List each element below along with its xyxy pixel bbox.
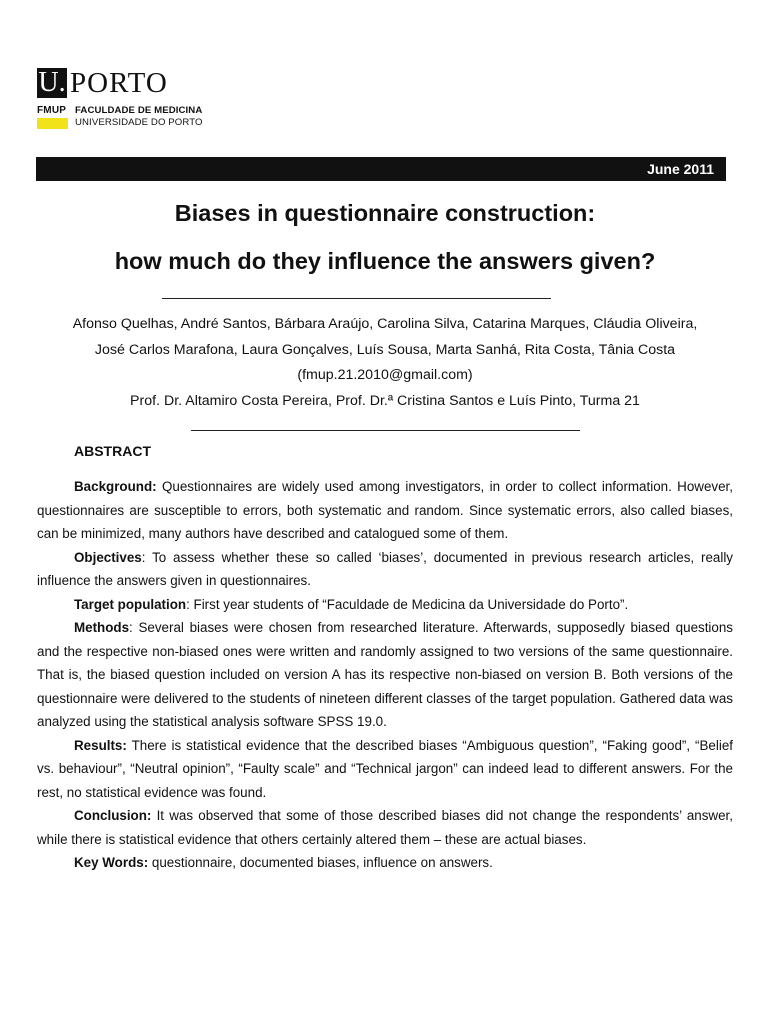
abstract-background	[37, 475, 733, 546]
authors-line-2: José Carlos Marafona, Laura Gonçalves, Luís Sousa, Marta Sanhá, Rita Costa, Tânia Costa	[94, 342, 676, 358]
fmup-label: FMUP	[37, 105, 70, 117]
divider-top	[162, 298, 551, 299]
faculty-line-2: UNIVERSIDADE DO PORTO	[75, 117, 203, 128]
section-text: questionnaire, documented biases, influence on answers.	[148, 855, 493, 870]
authors-line-1: Afonso Quelhas, André Santos, Bárbara Araújo, Carolina Silva, Catarina Marques, Cláudia Oliveira,	[72, 316, 698, 332]
title-line-2: how much do they influence the answers given?	[114, 248, 656, 274]
section-text: It was observed that some of those described biases did not change the respondents’ answer, while there is statistical evidence that others certainly altered them – these are actual biases.	[37, 808, 733, 847]
section-text: There is statistical evidence that the described biases “Ambiguous question”, “Faking good”, “Belief vs. behaviour”, “Neutral opinion”, “Faulty scale” and “Technical jargon” can indeed lead to different answers. For the rest, no statistical evidence was found.	[37, 737, 733, 800]
section-label: Methods	[74, 620, 130, 635]
section-text: Questionnaires are widely used among investigators, in order to collect information. However, questionnaires are susceptible to errors, both systematic and random. Since systematic errors, also called biases, can be minimized, many authors have described and catalogued some of them.	[37, 479, 733, 541]
u-mark	[37, 68, 67, 98]
section-label: Results:	[74, 737, 127, 753]
faculty-line-1: FACULDADE DE MEDICINA	[75, 105, 203, 116]
section-label: Objectives	[74, 549, 142, 565]
title-line-1: Biases in questionnaire construction:	[174, 200, 596, 226]
abstract-keywords	[37, 851, 733, 875]
university-logo	[37, 68, 217, 130]
abstract-methods	[37, 616, 733, 734]
fmup-block	[37, 105, 70, 129]
section-text: : To assess whether these so called ‘biases’, documented in previous research articles, really influence the answers given in questionnaires.	[37, 549, 733, 588]
section-label: Target population	[74, 596, 187, 612]
section-text: : Several biases were chosen from researched literature. Afterwards, supposedly biased questions and the respective non-biased ones were written and randomly assigned to two versions of the same questionnaire. That is, the biased question included on version A has its respective non-biased on version B. Both versions of the questionnaire were delivered to the students of nineteen different classes of the target population. Gathered data was analyzed using the statistical analysis software SPSS 19.0.	[37, 620, 733, 729]
abstract-objectives	[37, 546, 733, 593]
u-letter: U.	[38, 67, 66, 98]
contact-email: (fmup.21.2010@gmail.com)	[297, 367, 473, 383]
yellow-accent-bar	[37, 118, 68, 129]
section-label: Background:	[74, 479, 157, 494]
divider-bottom	[191, 430, 580, 431]
faculty-name	[75, 105, 203, 129]
section-label: Key Words:	[74, 855, 149, 870]
faculty-row	[37, 105, 217, 129]
date-banner	[36, 157, 726, 181]
section-text: : First year students of “Faculdade de Medicina da Universidade do Porto”.	[186, 596, 629, 612]
porto-text: PORTO	[70, 67, 168, 99]
abstract-target-population	[37, 593, 733, 617]
abstract-heading: ABSTRACT	[74, 443, 151, 459]
abstract-conclusion	[37, 804, 733, 851]
date-text: June 2011	[647, 161, 714, 177]
supervisors: Prof. Dr. Altamiro Costa Pereira, Prof. Dr.ª Cristina Santos e Luís Pinto, Turma 21	[130, 393, 640, 409]
abstract-results	[37, 734, 733, 805]
section-label: Conclusion:	[74, 808, 152, 823]
abstract-body	[37, 475, 733, 875]
u-porto-wordmark	[37, 68, 217, 98]
